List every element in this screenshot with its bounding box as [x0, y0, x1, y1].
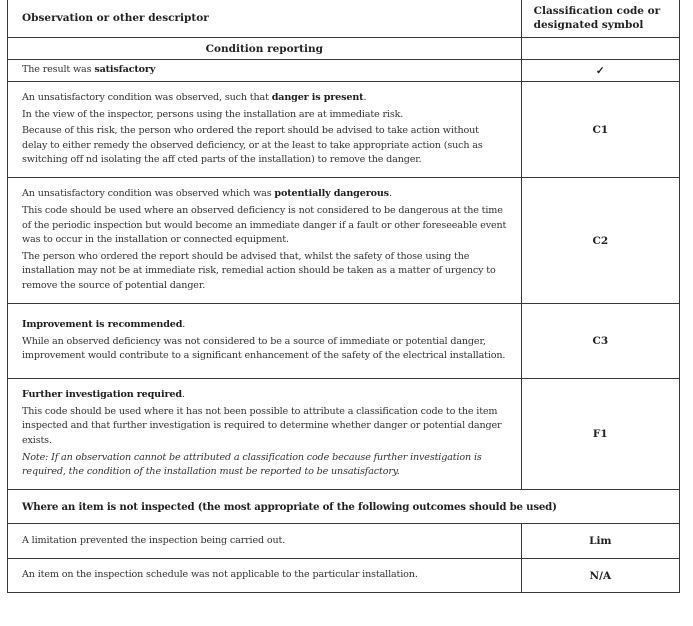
header-code: Classification code or designated symbol [521, 0, 679, 38]
table-row-f1 [8, 379, 680, 490]
descriptor-cell [8, 60, 522, 82]
code-c3: C3 [521, 304, 679, 379]
classification-codes-table [7, 0, 680, 593]
code-f1: F1 [521, 379, 679, 490]
header-descriptor: Observation or other descriptor [8, 0, 522, 38]
c2-line1-bold: potentially dangerous [274, 188, 389, 200]
satisfactory-bold: satisfactory [94, 64, 156, 76]
c2-line1-prefix: An unsatisfactory condition was observed which was [22, 188, 275, 200]
code-c1: C1 [521, 82, 679, 178]
c2-para3: The person who ordered the report should be advised that, whilst the safety of those using the installation may not be at immediate risk, remedial action should be taken as a matter of urgency to remove the source of potential danger. [22, 250, 496, 291]
c1-para2: In the view of the inspector, persons using the installation are at immediate risk. [22, 108, 404, 120]
descriptor-cell [8, 379, 522, 490]
c2-line1-suffix: . [388, 188, 392, 200]
f1-para2: This code should be used where it has not been possible to attribute a classification code to the item inspected and that further investigation is required to determine whether danger or potential danger exists. [22, 405, 502, 446]
c1-line1-prefix: An unsatisfactory condition was observed, such that [22, 92, 272, 104]
section-title-condition-reporting: Condition reporting [8, 38, 522, 60]
code-c2: C2 [521, 178, 679, 304]
table-row-na [8, 559, 680, 593]
section-title-not-inspected: Where an item is not inspected (the most appropriate of the following outcomes should be used) [8, 490, 680, 524]
c3-line1-suffix: . [182, 319, 186, 331]
section-row-condition-reporting [8, 38, 680, 60]
c1-line1-bold: danger is present [271, 92, 364, 104]
na-text: An item on the inspection schedule was not applicable to the particular installation. [22, 569, 418, 581]
f1-note: Note: If an observation cannot be attributed a classification code because further investigation is required, the condition of the installation must be reported to be unsatisfactory. [22, 451, 482, 478]
descriptor-cell [8, 524, 522, 559]
satisfactory-prefix: The result was [22, 64, 95, 76]
table-header-row [8, 0, 680, 38]
descriptor-cell [8, 82, 522, 178]
c1-line1-suffix: . [363, 92, 367, 104]
table-row-lim [8, 524, 680, 559]
table-row-c1 [8, 82, 680, 178]
table-row-c3 [8, 304, 680, 379]
lim-text: A limitation prevented the inspection being carried out. [22, 534, 286, 546]
descriptor-cell [8, 559, 522, 593]
checkmark-icon: ✓ [521, 60, 679, 82]
table-row-c2 [8, 178, 680, 304]
f1-line1-bold: Further investigation required [22, 389, 182, 401]
c3-para2: While an observed deficiency was not considered to be a source of immediate or potential danger, improvement would contribute to a significant enhancement of the safety of the electrical installation. [22, 335, 506, 362]
code-lim: Lim [521, 524, 679, 559]
section-row-not-inspected [8, 490, 680, 524]
c1-para3: Because of this risk, the person who ordered the report should be advised to take action without delay to either remedy the observed deficiency, or at the least to take appropriate action (such as switching off nd isolating the aff cted parts of the installation) to remove the danger. [22, 125, 483, 166]
f1-line1-suffix: . [181, 389, 185, 401]
c2-para2: This code should be used where an observed deficiency is not considered to be dangerous at the time of the periodic inspection but would become an immediate danger if a fault or other foreseeable event was to occur in the installation or connected equipment. [22, 205, 507, 246]
c3-line1-bold: Improvement is recommended [22, 319, 183, 331]
table-row-satisfactory [8, 60, 680, 82]
section-empty-cell [521, 38, 679, 60]
code-na: N/A [521, 559, 679, 593]
descriptor-cell [8, 178, 522, 304]
descriptor-cell [8, 304, 522, 379]
